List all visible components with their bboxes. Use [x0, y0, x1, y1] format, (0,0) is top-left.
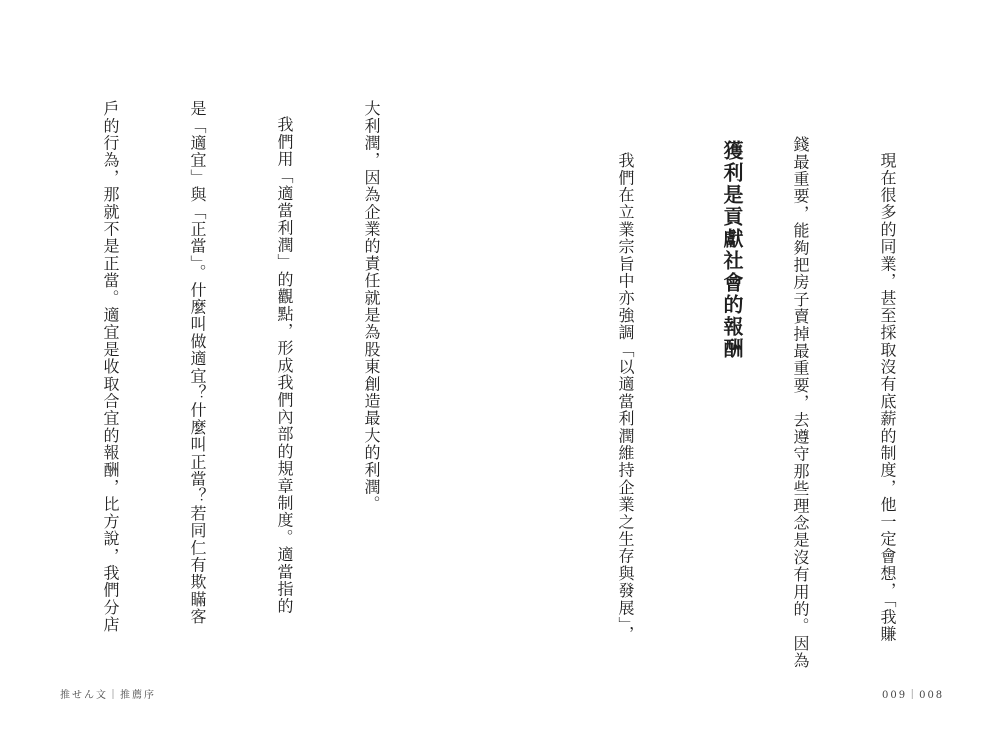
text-line: 我們用「適當利潤」的觀點，形成我們內部的規章制度。適當指的: [275, 116, 294, 615]
left-page-body: [52, 100, 444, 660]
right-page-body-2: [566, 136, 698, 696]
text-line: 我們在立業宗旨中亦強調「以適當利潤維持企業之生存與發展」，: [616, 152, 635, 643]
page-numbers: 009｜008: [882, 690, 945, 701]
section-heading: 獲利是貢獻社會的報酬: [720, 140, 744, 360]
text-line: 戶的行為，那就不是正當。適宜是收取合宜的報酬，比方說，我們分店: [101, 100, 120, 634]
text-line: 是「適宜」與「正當」。什麼叫做適宜？什麼叫正當？若同仁有欺瞞客: [188, 100, 207, 626]
text-line: 現在很多的同業，甚至採取沒有底薪的制度，他一定會想，「我賺: [878, 152, 897, 643]
right-page: [500, 0, 1000, 729]
running-head-left: 推せん文｜推薦序: [60, 690, 156, 701]
text-line: 錢最重要，能夠把房子賣掉最重要，去遵守那些理念是沒有用的。因為: [791, 136, 810, 670]
right-page-body-1: [770, 136, 960, 696]
text-line: 大利潤，因為企業的責任就是為股東創造最大的利潤。: [362, 100, 381, 513]
